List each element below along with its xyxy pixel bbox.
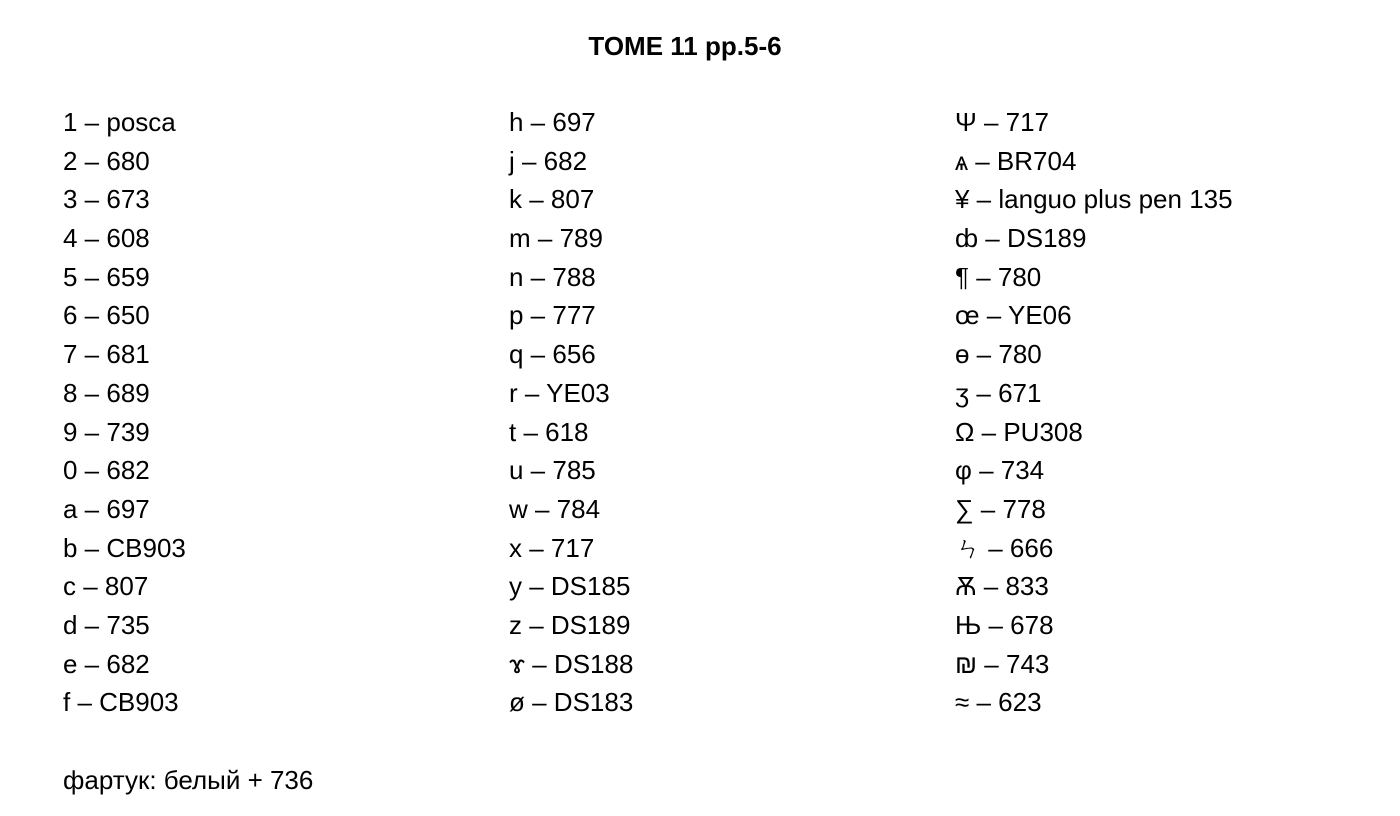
legend-columns [63,103,1383,723]
legend-column-2 [509,103,633,722]
legend-entry: Ψ – 717 [955,107,1050,137]
page-title: TOME 11 pp.5-6 [588,31,782,61]
legend-entry: ₪ – 743 [955,648,1050,679]
legend-entry: 8 – 689 [63,377,150,408]
legend-entry: 9 – 739 [63,416,150,447]
legend-entry: x – 717 [509,532,595,563]
legend-entry: ∑ – 778 [955,493,1046,524]
legend-entry: d – 735 [63,609,150,640]
legend-entry: f – CB903 [63,687,179,718]
legend-entry: q – 656 [509,339,596,370]
legend-entry: 5 – 659 [63,261,150,292]
legend-entry: Ω – PU308 [955,416,1083,447]
legend-entry: r – YE03 [509,377,610,408]
legend-entry: n – 788 [509,261,596,292]
legend-entry: ø – DS183 [509,687,634,718]
legend-entry: ¥ – languo plus pen 135 [955,184,1233,215]
legend-column-1 [63,103,186,722]
legend-entry: ㄣ – 666 [955,532,1054,563]
legend-entry: 0 – 682 [63,455,150,486]
legend-entry: e – 682 [63,648,150,679]
legend-entry: ɵ – 780 [955,339,1042,370]
legend-entry: ≈ – 623 [955,687,1042,718]
legend-entry: ʒ – 671 [955,377,1042,408]
legend-entry: ѧ – BR704 [955,145,1077,176]
legend-entry: u – 785 [509,455,596,486]
legend-entry: ¶ – 780 [955,261,1042,292]
legend-entry: t – 618 [509,416,589,447]
legend-entry: 4 – 608 [63,223,150,254]
legend-entry: œ – YE06 [955,300,1072,331]
legend-entry: 6 – 650 [63,300,150,331]
legend-entry: c – 807 [63,571,149,602]
legend-entry: φ – 734 [955,455,1045,486]
legend-entry: z – DS189 [509,609,631,640]
legend-entry: Ѫ – 833 [955,571,1049,602]
legend-entry: Њ – 678 [955,609,1054,640]
legend-entry: 2 – 680 [63,145,150,176]
legend-entry: 1 – posca [63,107,176,137]
legend-entry: a – 697 [63,493,150,524]
legend-entry: h – 697 [509,107,596,137]
legend-entry: y – DS185 [509,571,631,602]
legend-column-3 [955,103,1233,722]
legend-entry: b – CB903 [63,532,186,563]
legend-entry: 7 – 681 [63,339,150,370]
legend-entry: 3 – 673 [63,184,150,215]
legend-entry: m – 789 [509,223,603,254]
legend-entry: w – 784 [509,493,601,524]
footnote: фартук: белый + 736 [63,765,314,795]
legend-entry: j – 682 [509,145,588,176]
legend-entry: ȸ – DS189 [955,223,1087,254]
legend-entry: k – 807 [509,184,595,215]
legend-entry: ɤ – DS188 [509,648,634,679]
legend-entry: p – 777 [509,300,596,331]
